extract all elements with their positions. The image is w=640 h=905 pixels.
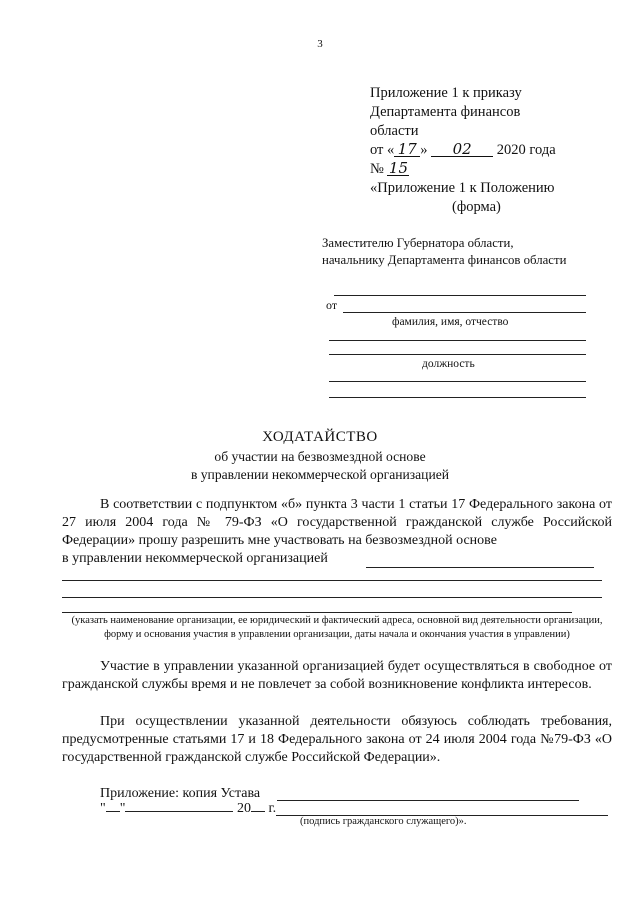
appendix-header: [370, 84, 610, 217]
date-year: 2020 года: [496, 142, 556, 158]
appendix-number-line: [370, 160, 610, 179]
organization-blank-line-2: [62, 580, 602, 581]
addressee-line-1: Заместителю Губернатора области,: [322, 236, 514, 250]
document-subtitle-2: в управлении некоммерческой организацией: [190, 467, 450, 482]
addressee-blank-line-2: [329, 340, 586, 341]
handwritten-number: 15: [388, 159, 409, 177]
document-subtitle-1: об участии на безвозмездной основе: [214, 449, 426, 464]
position-caption: должность: [422, 358, 475, 370]
date-year-blank: [251, 811, 265, 812]
date-year-label: 20: [236, 801, 251, 816]
handwritten-month: 02: [431, 142, 493, 157]
handwritten-day: 17: [394, 142, 420, 157]
appendix-line-3: области: [370, 123, 419, 139]
page-number: 3: [317, 38, 323, 50]
signature-date-line: [100, 800, 276, 818]
attachment-label: Приложение: копия Устава: [100, 786, 261, 801]
paragraph-obligation: При осуществлении указанной деятельности обязуюсь соблюдать требования, предусмотренные статьями 17 и 18 Федерального закона от 24 июля 2004 года №79-ФЗ «О государственной гражданской службе Российской Федерации».: [62, 714, 612, 765]
addressee-blank-line-3: [329, 354, 586, 355]
paragraph-request-tail: в управлении некоммерческой организацией: [62, 551, 328, 566]
date-year-suffix: г.: [268, 801, 277, 816]
appendix-line-1: Приложение 1 к приказу: [370, 85, 522, 101]
organization-blank-line-3: [62, 597, 602, 598]
addressee-line-2: начальнику Департамента финансов области: [322, 253, 567, 267]
signature-caption: (подпись гражданского служащего)».: [300, 816, 467, 827]
date-quote-close: ": [119, 801, 126, 816]
organization-note: (указать наименование организации, ее юридический и фактический адреса, основной вид деятельности организации, форму и основания участия в управлении организации, даты начала и окончания участия в управлении): [71, 615, 603, 640]
paragraph-participation: Участие в управлении указанной организацией будет осуществляться в свободное от гражданской службы время и не повлечет за собой возникновение конфликта интересов.: [62, 659, 612, 692]
addressee-blank-line-5: [329, 397, 586, 398]
date-quote-open: ": [100, 801, 106, 816]
attachment-blank-line: [277, 800, 579, 801]
organization-blank-line-1: [366, 567, 594, 568]
date-month-blank: [125, 811, 233, 812]
date-mid: »: [420, 142, 428, 158]
appendix-date-line: [370, 141, 610, 160]
fio-caption: фамилия, имя, отчество: [392, 316, 509, 328]
from-blank-line: [343, 312, 586, 313]
form-label: (форма): [452, 199, 501, 215]
document-title: ХОДАТАЙСТВО: [262, 429, 378, 445]
organization-blank-line-4: [62, 612, 572, 613]
appendix-line-2: Департамента финансов: [370, 104, 521, 120]
addressee-blank-line-4: [329, 381, 586, 382]
appendix-line-6: «Приложение 1 к Положению: [370, 180, 555, 196]
paragraph-request: В соответствии с подпунктом «б» пункта 3 части 1 статьи 17 Федерального закона от 27 июля 2004 года № 79-ФЗ «О государственной гражданской службе Российской Федерации» прошу разрешить мне участвовать на безвозмездной основе: [62, 497, 612, 548]
addressee-block: [322, 235, 592, 269]
date-day-blank: [106, 811, 120, 812]
date-prefix: от «: [370, 142, 395, 158]
number-prefix: №: [370, 161, 384, 177]
from-label: от: [326, 298, 338, 312]
addressee-blank-line-1: [334, 295, 586, 296]
